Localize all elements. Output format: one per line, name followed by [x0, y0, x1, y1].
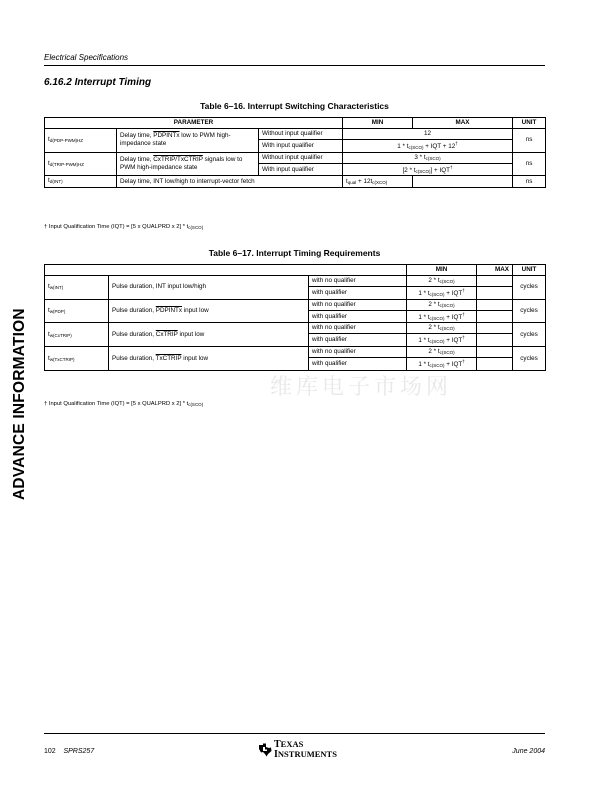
value-cell [477, 334, 513, 347]
table2-header-min: MIN [407, 265, 477, 276]
running-header: Electrical Specifications [44, 53, 129, 62]
table1-footnote: † Input Qualification Time (IQT) = [5 x QUALPRD x $2] * t_{c(SCO)}$ [44, 224, 204, 230]
unit-cell: ns [513, 128, 546, 152]
description-cell: Delay time, PDPINTx low to PWM high-impedance state [117, 128, 259, 152]
condition-cell: With input qualifier [259, 139, 343, 152]
table1-header-row [45, 118, 546, 129]
value-cell: $[2 * t_{c(SCO)}] + IQT^\dagger$ [343, 163, 513, 176]
texas-state-icon [258, 743, 272, 757]
symbol-cell: $t_{w(CxTRIP)}$ [45, 323, 109, 347]
symbol-cell: $t_{d(TRIP-PWM)HZ}$ [45, 152, 117, 176]
value-cell: $1 * t_{c(SCO)} + IQT^\dagger$ [407, 358, 477, 371]
symbol-cell: $t_{w(TxCTRIP)}$ [45, 347, 109, 371]
table1-header-parameter: PARAMETER [45, 118, 343, 129]
table-row [45, 299, 546, 310]
table2-footnote: † Input Qualification Time (IQT) = [5 x QUALPRD x $2] * t_{c(SCO)}$ [44, 401, 204, 407]
condition-cell: with no qualifier [309, 323, 407, 334]
table-row [45, 347, 546, 358]
value-cell: $1 * t_{c(SCO)} + IQT^\dagger$ [407, 334, 477, 347]
value-cell [413, 176, 513, 187]
watermark: 维库电子市场网 [270, 374, 453, 399]
ti-logo [258, 740, 337, 760]
description-cell: Pulse duration, TxCTRIP input low [109, 347, 309, 371]
table2-header-unit: UNIT [513, 265, 546, 276]
unit-cell: cycles [513, 275, 546, 299]
description-cell: Pulse duration, PDPINTx input low [109, 299, 309, 323]
value-cell [477, 286, 513, 299]
description-cell: Pulse duration, INT input low/high [109, 275, 309, 299]
table-row [45, 128, 546, 139]
value-cell [477, 347, 513, 358]
footer-rule [44, 733, 545, 734]
value-cell: $1 * t_{c(SCO)}$ + IQT + 12† [343, 139, 513, 152]
description-cell: Pulse duration, CxTRIP input low [109, 323, 309, 347]
unit-cell: cycles [513, 347, 546, 371]
table2-header-row [45, 265, 546, 276]
value-cell: $2 * t_{c(SCO)}$ [407, 275, 477, 286]
table1 [44, 117, 546, 188]
unit-cell: cycles [513, 323, 546, 347]
value-cell: $1 * t_{c(SCO)} + IQT^\dagger$ [407, 286, 477, 299]
table2-title: Table 6–17. Interrupt Timing Requirements [208, 248, 381, 258]
footer-date: June 2004 [512, 748, 545, 755]
table1-header-min: MIN [343, 118, 413, 129]
page-number: 102 [44, 748, 56, 755]
value-cell [477, 299, 513, 310]
table1-title: Table 6–16. Interrupt Switching Characteristics [200, 101, 389, 111]
description-cell: Delay time, CxTRIP/TxCTRIP signals low to PWM high-impedance state [117, 152, 259, 176]
condition-cell: Without input qualifier [259, 152, 343, 163]
unit-cell: ns [513, 176, 546, 187]
ti-wordmark: TEXAS INSTRUMENTS [274, 739, 337, 760]
condition-cell: with no qualifier [309, 347, 407, 358]
symbol-cell: $t_{w(INT)}$ [45, 275, 109, 299]
table2 [44, 264, 546, 371]
condition-cell: with no qualifier [309, 299, 407, 310]
value-cell: 12 [343, 128, 513, 139]
symbol-cell: $t_{d(INT)}$ [45, 176, 117, 187]
value-cell [477, 358, 513, 371]
table2-header-max: MAX [477, 265, 513, 276]
table-row [45, 323, 546, 334]
condition-cell: Without input qualifier [259, 128, 343, 139]
table1-header-unit: UNIT [513, 118, 546, 129]
condition-cell: with no qualifier [309, 275, 407, 286]
section-title: 6.16.2 Interrupt Timing [44, 77, 152, 88]
table-row [45, 275, 546, 286]
value-cell: $t_{qual} + 12t_{c(XCO)}$ [343, 176, 413, 187]
footer-page-info [44, 748, 94, 755]
description-cell: Delay time, INT low/high to interrupt-vector fetch [117, 176, 343, 187]
value-cell: $2 * t_{c(SCO)}$ [407, 299, 477, 310]
unit-cell: ns [513, 152, 546, 176]
header-rule [44, 65, 545, 66]
doc-id: SPRS257 [63, 748, 95, 755]
condition-cell: with qualifier [309, 310, 407, 323]
condition-cell: with qualifier [309, 334, 407, 347]
symbol-cell: $t_{d(PDP-PWM)HZ}$ [45, 128, 117, 152]
advance-information-label: ADVANCE INFORMATION [11, 308, 28, 500]
value-cell: $1 * t_{c(SCO)} + IQT^\dagger$ [407, 310, 477, 323]
condition-cell: With input qualifier [259, 163, 343, 176]
value-cell [477, 323, 513, 334]
condition-cell: with qualifier [309, 358, 407, 371]
unit-cell: cycles [513, 299, 546, 323]
value-cell: $2 * t_{c(SCO)}$ [407, 323, 477, 334]
table1-header-max: MAX [413, 118, 513, 129]
value-cell [477, 275, 513, 286]
condition-cell: with qualifier [309, 286, 407, 299]
table2-header-blank [45, 265, 407, 276]
table-row [45, 176, 546, 187]
symbol-cell: $t_{w(PDP)}$ [45, 299, 109, 323]
value-cell: $2 * t_{c(SCO)}$ [407, 347, 477, 358]
value-cell: $3 * t_{c(SCO)}$ [343, 152, 513, 163]
table-row [45, 152, 546, 163]
value-cell [477, 310, 513, 323]
